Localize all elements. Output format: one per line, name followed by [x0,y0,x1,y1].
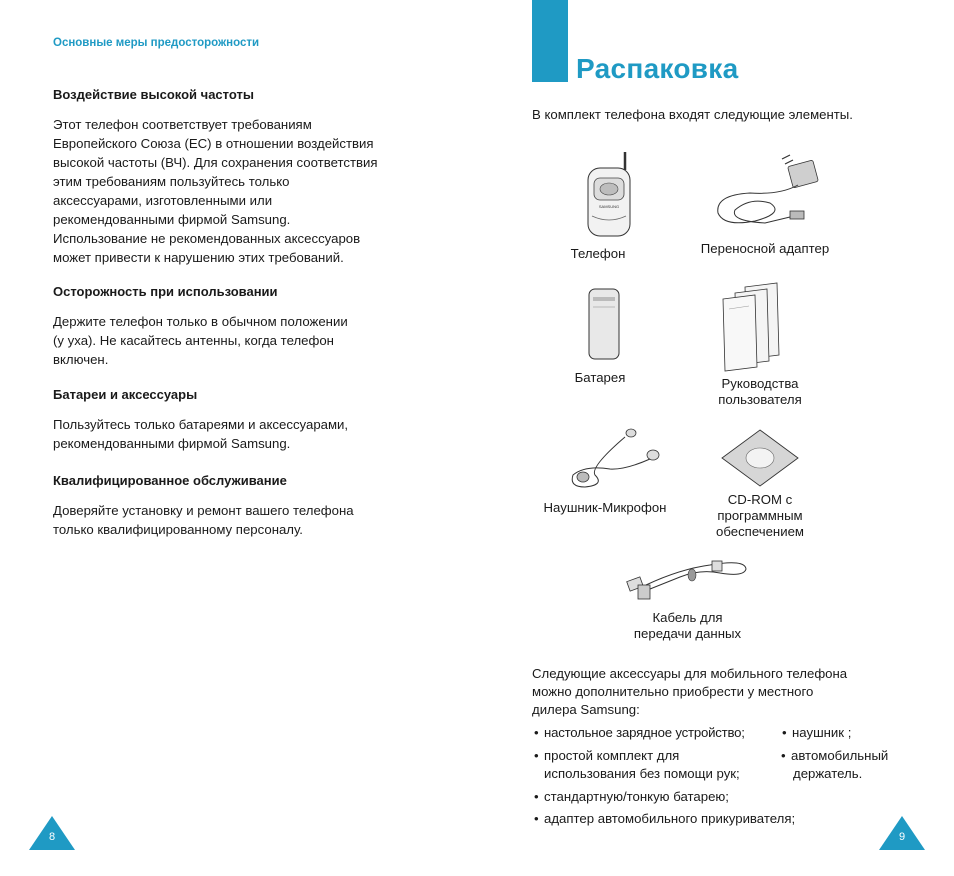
caption-line: Кабель для [652,610,723,625]
page-number: 9 [898,831,906,843]
page-number: 8 [48,831,56,843]
bullet-text: использования без помощи рук; [544,766,740,781]
text-line: Использование не рекомендованных аксессуаров [53,231,361,246]
bullet-item-car-adapter [534,810,914,828]
text-line: дилера Samsung: [532,702,640,717]
text-line: Этот телефон соответствует требованиям [53,117,312,132]
bullet-icon: • [534,789,539,804]
cdrom-illustration [722,428,802,488]
caption-manuals [680,376,840,408]
bullet-item-charger [534,724,774,742]
running-header: Основные меры предосторожности [53,37,260,49]
caption-line: обеспечением [716,524,804,539]
text-line: включен. [53,352,109,367]
bullet-icon: • [781,748,786,763]
text-line: можно дополнительно приобрести у местного [532,684,814,699]
section-body-rf [53,115,433,267]
caption-adapter [680,241,850,257]
page-marker-right [879,816,925,850]
phone-illustration [580,150,640,240]
bullet-item-earphone [782,724,882,742]
title-accent-bar [532,0,568,82]
caption-cable [610,610,765,642]
bullet-icon: • [782,725,787,740]
caption-line: Руководства [721,376,799,391]
bullet-text: адаптер автомобильного прикуривателя; [544,811,796,826]
bullet-text: настольное зарядное устройство; [544,725,745,740]
caption-line: Переносной адаптер [700,241,830,256]
section-title-rf: Воздействие высокой частоты [53,87,254,102]
caption-battery [550,370,650,386]
bullet-text: простой комплект для [544,748,680,763]
section-body-battery [53,415,433,453]
text-line: этим требованиям пользуйтесь только [53,174,290,189]
text-line: (у уха). Не касайтесь антенны, когда телефон [53,333,334,348]
caption-headset [530,500,680,516]
text-line: Доверяйте установку и ремонт вашего телефона [53,503,354,518]
manuals-illustration [715,283,785,371]
text-line: Пользуйтесь только батареями и аксессуарами, [53,417,349,432]
battery-illustration [585,285,625,365]
text-line: рекомендованными фирмой Samsung. [53,436,291,451]
cable-illustration [620,555,755,605]
bullet-text: стандартную/тонкую батарею; [544,789,729,804]
bullet-text: наушник ; [792,725,852,740]
text-line: высокой частоты (ВЧ). Для сохранения соответствия [53,155,378,170]
text-line: Следующие аксессуары для мобильного телефона [532,666,848,681]
caption-line: программным [717,508,803,523]
text-line: Держите телефон только в обычном положении [53,314,348,329]
caption-cdrom [690,492,830,540]
text-line: только квалифицированному персоналу. [53,522,303,537]
page-marker-left [29,816,75,850]
bullet-icon: • [534,811,539,826]
text-line: аксессуарами, изготовленными или [53,193,273,208]
bullet-icon: • [534,725,539,740]
caption-line: Батарея [574,370,626,385]
caption-line: Наушник-Микрофон [543,500,667,515]
headset-illustration [565,425,675,495]
caption-line: CD-ROM с [727,492,793,507]
bullet-text: автомобильный [791,748,889,763]
bullet-item-car-holder [781,747,906,783]
intro-text: В комплект телефона входят следующие элементы. [532,107,853,122]
bullet-item-battery [534,788,914,806]
section-title-usage: Осторожность при использовании [53,284,278,299]
phone-brand-text: SAMSUNG [598,204,620,209]
text-line: Европейского Союза (ЕС) в отношении воздействия [53,136,374,151]
section-title-service: Квалифицированное обслуживание [53,473,287,488]
accessories-intro [532,665,912,719]
caption-phone [548,246,648,262]
text-line: рекомендованными фирмой Samsung. [53,212,291,227]
section-body-usage [53,312,433,369]
bullet-icon: • [534,748,539,763]
bullet-text: держатель. [793,766,863,781]
page-title: Распаковка [576,53,739,84]
adapter-illustration [710,155,825,235]
section-body-service [53,501,433,539]
caption-line: передачи данных [633,626,742,641]
section-title-battery: Батареи и аксессуары [53,387,198,402]
bullet-item-handsfree [534,747,774,783]
caption-line: пользователя [718,392,802,407]
text-line: может привести к нарушению этих требований. [53,250,344,265]
caption-line: Телефон [570,246,626,261]
